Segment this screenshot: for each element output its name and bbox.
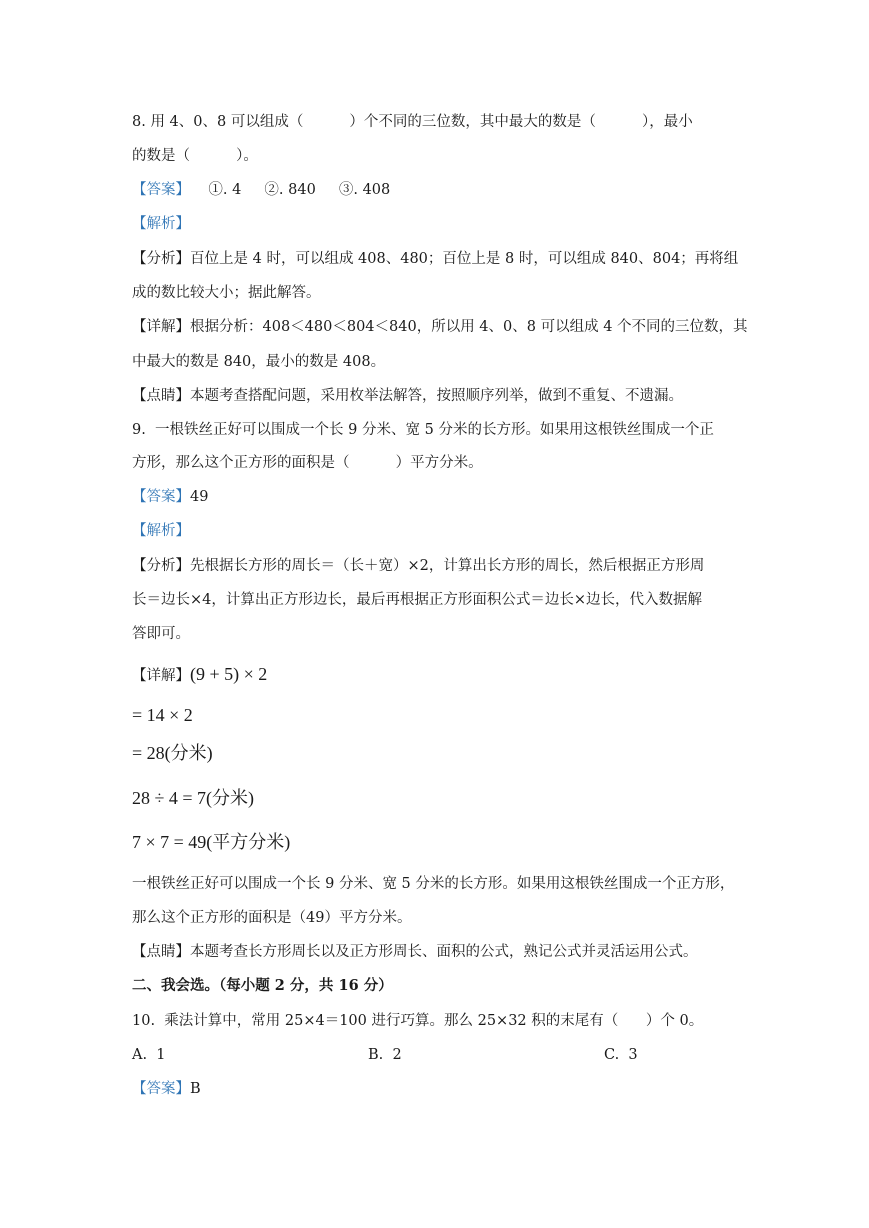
q9-summary-line2: 那么这个正方形的面积是（49）平方分米。 <box>132 910 412 926</box>
answer-tag: 【答案】 <box>132 489 190 505</box>
fenxi-tag: 【分析】 <box>132 558 190 574</box>
math-expression-4: 28 ÷ 4 = 7(分米) <box>132 788 255 808</box>
q8-dianjing <box>132 386 683 406</box>
q10-option-c: C. 3 <box>604 1047 638 1063</box>
math-expression-1: (9 + 5) × 2 <box>190 664 268 684</box>
dianjing-tag: 【点睛】 <box>132 388 190 404</box>
q8-fenxi-line1 <box>132 249 738 269</box>
q8-fenxi-line2: 成的数比较大小；据此解答。 <box>132 285 321 301</box>
math-expression-2: = 14 × 2 <box>132 705 193 725</box>
analysis-tag: 【解析】 <box>132 216 190 232</box>
q9-analysis <box>132 521 190 541</box>
q10-answer-text: B <box>190 1081 201 1097</box>
answer-tag: 【答案】 <box>132 182 190 198</box>
xiangjie-tag: 【详解】 <box>132 668 190 684</box>
q10-text-line1: 10. 乘法计算中，常用 25×4＝100 进行巧算。那么 25×32 积的末尾有（ ）个 0。 <box>132 1013 704 1029</box>
q9-text-line2: 方形，那么这个正方形的面积是（ ）平方分米。 <box>132 455 483 471</box>
q8-xiangjie-line2: 中最大的数是 840，最小的数是 408。 <box>132 354 386 370</box>
q9-answer-text: 49 <box>190 489 209 505</box>
q8-text-line2: 的数是（ ）。 <box>132 148 258 164</box>
q8-analysis <box>132 214 190 234</box>
q8-answer-text: ①. 4 ②. 840 ③. 408 <box>190 182 391 198</box>
section-heading: 二、我会选。（每小题 2 分，共 16 分） <box>132 977 393 994</box>
q9-fenxi-text: 先根据长方形的周长＝（长＋宽）×2，计算出长方形的周长，然后根据正方形周 <box>190 558 705 574</box>
q9-dianjing <box>132 942 698 962</box>
q10-option-b: B. 2 <box>368 1047 402 1063</box>
q9-xiangjie <box>132 664 267 686</box>
q8-dianjing-text: 本题考查搭配问题，采用枚举法解答，按照顺序列举，做到不重复、不遗漏。 <box>190 388 683 404</box>
fenxi-tag: 【分析】 <box>132 251 190 267</box>
q8-xiangjie-line1 <box>132 317 748 337</box>
q9-text-line1: 9. 一根铁丝正好可以围成一个长 9 分米、宽 5 分米的长方形。如果用这根铁丝围成一个正 <box>132 422 714 438</box>
q9-fenxi-line3: 答即可。 <box>132 626 190 642</box>
math-expression-3: = 28(分米) <box>132 743 213 763</box>
q8-xiangjie-text: 根据分析：408＜480＜804＜840，所以用 4、0、8 可以组成 4 个不同的三位数，其 <box>190 319 748 335</box>
q9-answer <box>132 487 208 507</box>
q9-fenxi-line1 <box>132 556 704 576</box>
xiangjie-tag: 【详解】 <box>132 319 190 335</box>
q8-text-line1: 8. 用 4、0、8 可以组成（ ）个不同的三位数，其中最大的数是（ ），最小 <box>132 114 693 130</box>
math-expression-5: 7 × 7 = 49(平方分米) <box>132 832 291 852</box>
answer-tag: 【答案】 <box>132 1081 190 1097</box>
q9-fenxi-line2: 长＝边长×4，计算出正方形边长，最后再根据正方形面积公式＝边长×边长，代入数据解 <box>132 592 703 608</box>
q10-answer <box>132 1079 201 1099</box>
q8-fenxi-text: 百位上是 4 时，可以组成 408、480；百位上是 8 时，可以组成 840、804；再将组 <box>190 251 739 267</box>
dianjing-tag: 【点睛】 <box>132 944 190 960</box>
analysis-tag: 【解析】 <box>132 523 190 539</box>
q8-answer <box>132 180 390 200</box>
q9-dianjing-text: 本题考查长方形周长以及正方形周长、面积的公式，熟记公式并灵活运用公式。 <box>190 944 698 960</box>
q10-option-a: A. 1 <box>132 1047 166 1063</box>
q9-summary-line1: 一根铁丝正好可以围成一个长 9 分米、宽 5 分米的长方形。如果用这根铁丝围成一个正方形， <box>132 876 735 892</box>
